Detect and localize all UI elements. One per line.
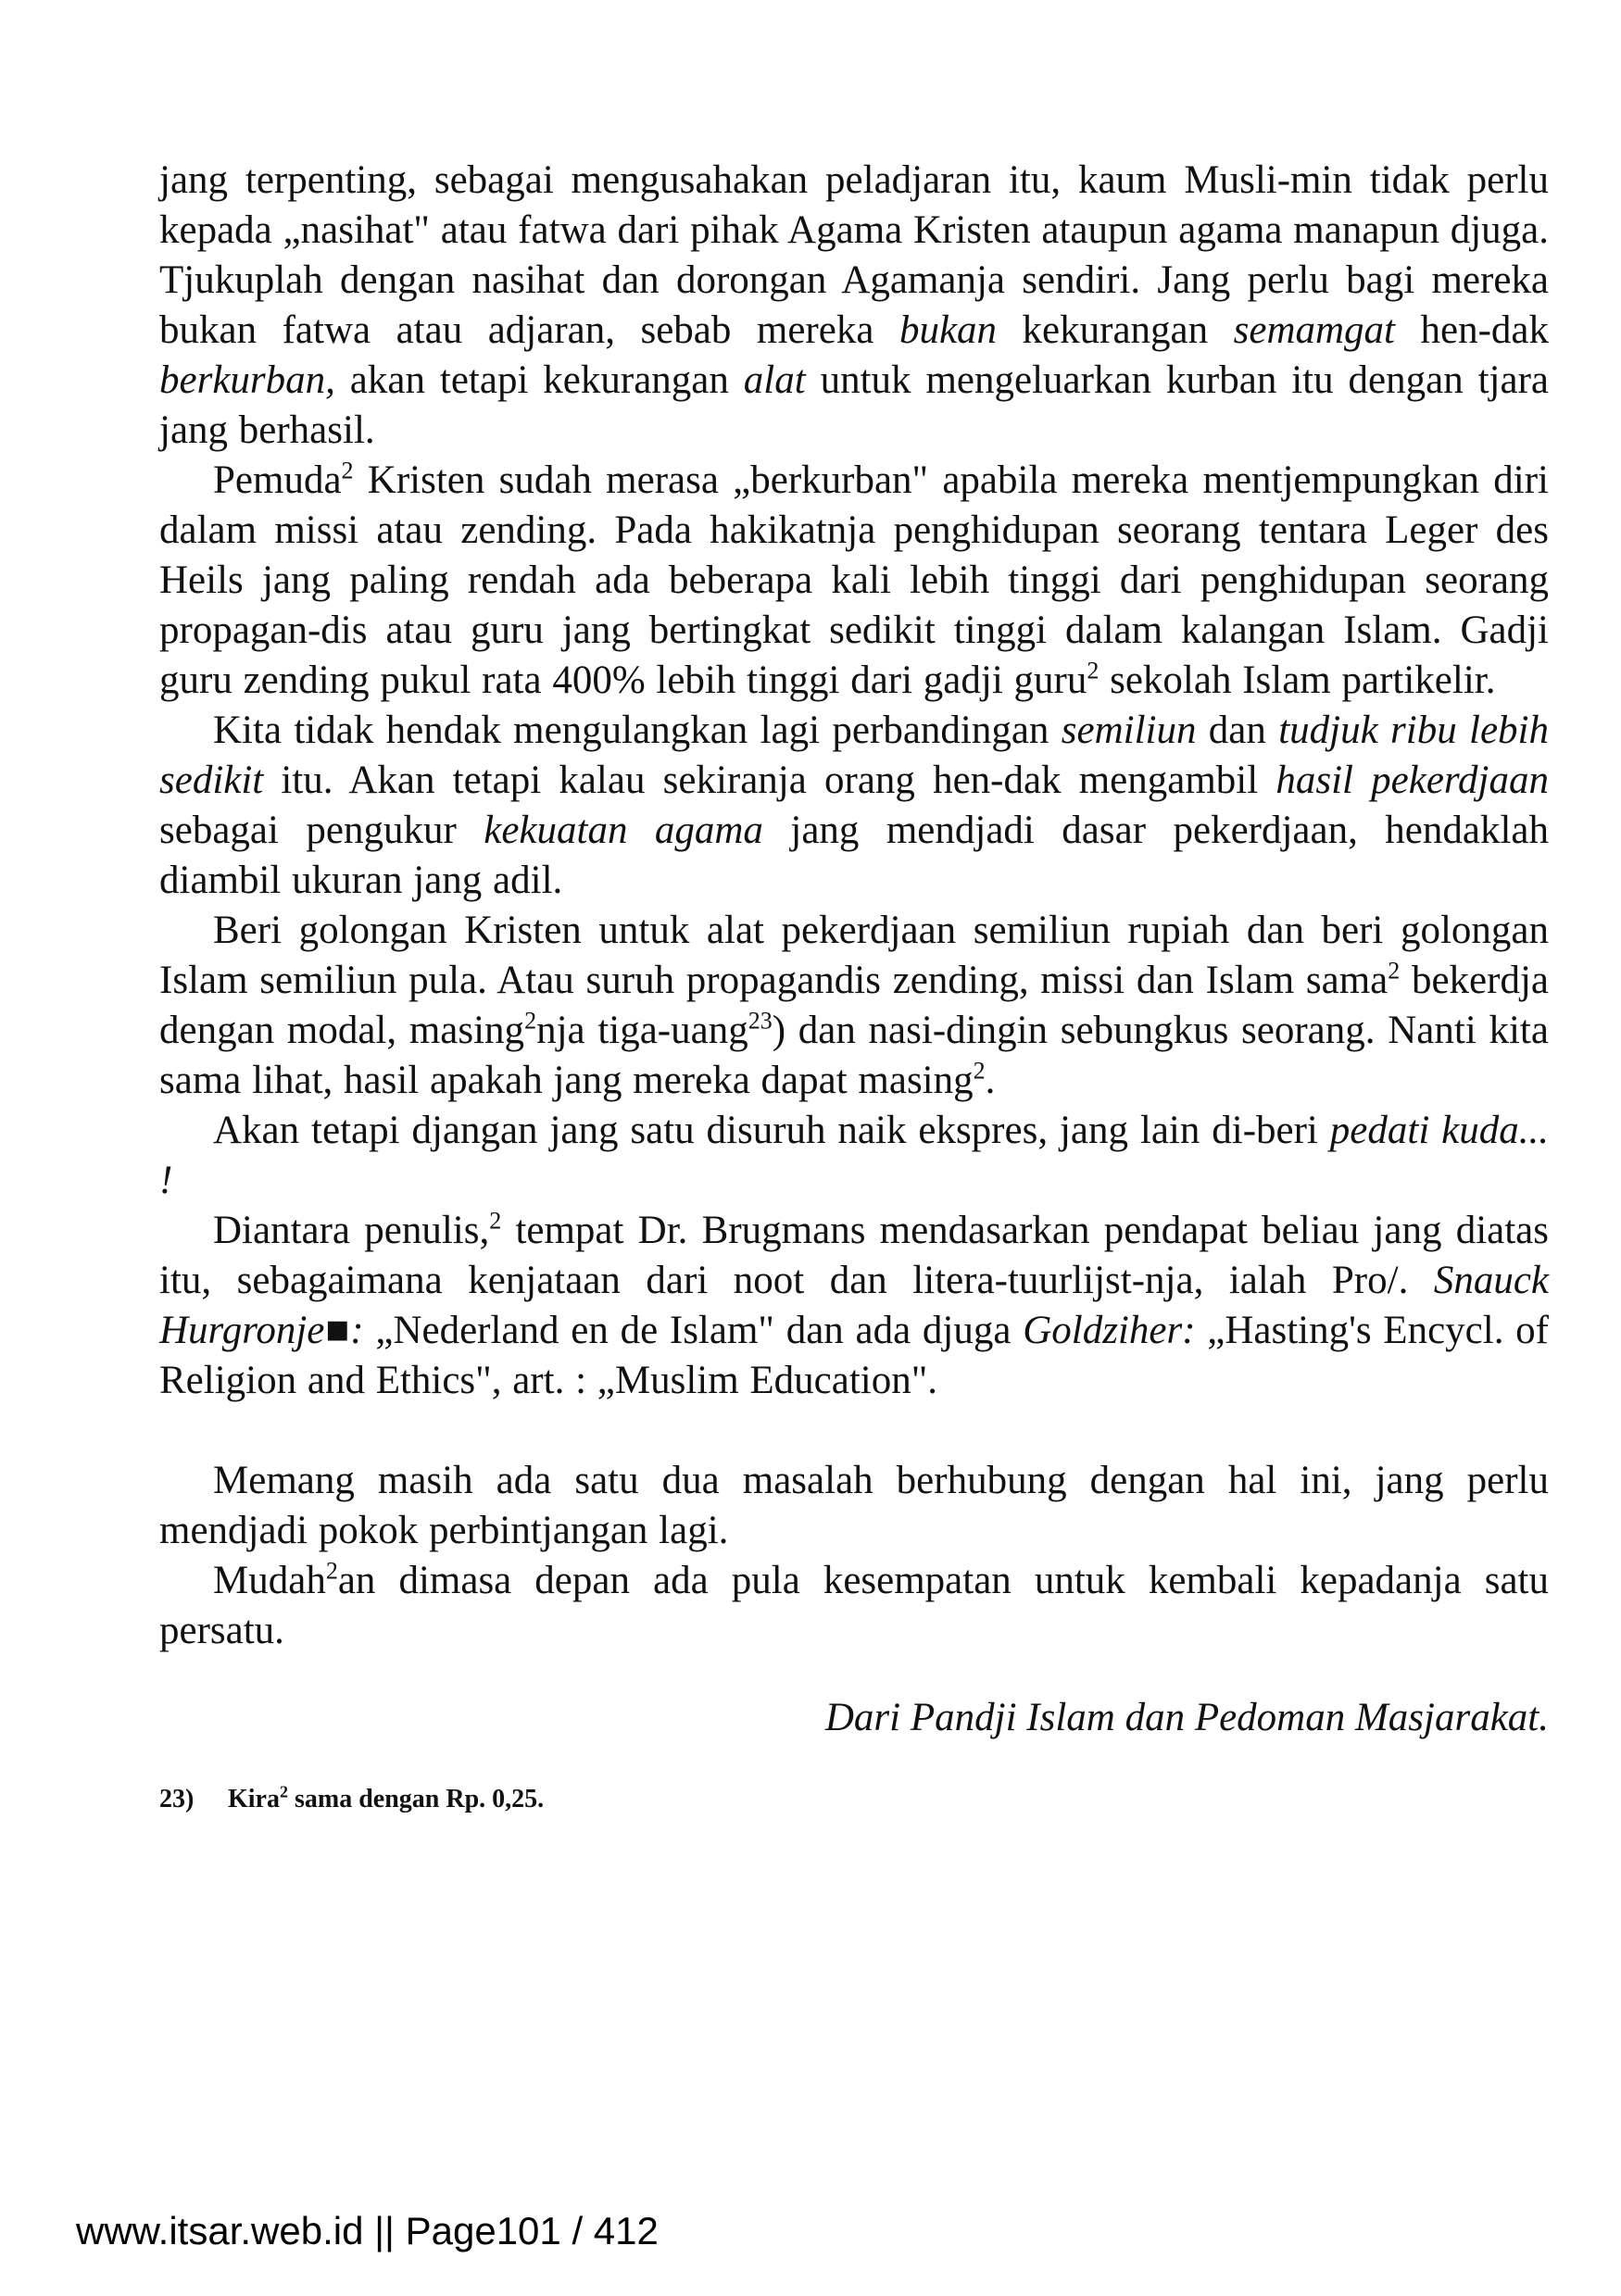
text-run: itu. Akan tetapi kalau sekiranja orang hen-dak mengambil <box>263 759 1276 802</box>
text-run: jang terpenting, sebagai mengusahakan peladjaran itu, kaum Musli-min tidak perlu kepada „nasihat" atau fatwa dari pihak Agama Kristen ataupun agama manapun djuga. Tjukuplah dengan nasihat dan dorongan Agamanja sendiri. Jang perlu bagi mereka bukan fatwa atau adjaran, sebab mereka <box>159 158 1549 352</box>
text-run: tempat Dr. Brugmans mendasarkan pendapat beliau jang diatas itu, sebagaimana kenjataan dari noot dan litera-tuurlijst-nja, ialah Pro/. <box>159 1209 1549 1302</box>
text-run: Mudah <box>213 1559 326 1602</box>
italic-phrase: berkurban, <box>159 358 335 402</box>
text-run: kekurangan <box>997 308 1234 352</box>
text-run: bekerdja dengan modal, masing <box>159 959 1549 1052</box>
italic-phrase: alat <box>743 358 806 402</box>
text-run: Beri golongan Kristen untuk alat pekerdjaan semiliun rupiah dan beri golongan Islam semiliun pula. Atau suruh propagandis zending, missi dan Islam sama <box>159 909 1549 1002</box>
superscript: 2 <box>325 1557 338 1585</box>
footnote-text-start: Kira <box>228 1785 280 1813</box>
italic-phrase: tudjuk ribu lebih sedikit <box>159 709 1549 802</box>
paragraph <box>159 1456 1549 1556</box>
text-run: nja tiga-uang <box>536 1009 748 1052</box>
italic-phrase: Goldziher: <box>1023 1309 1196 1352</box>
paragraph <box>159 1106 1549 1206</box>
superscript: 2 <box>973 1057 986 1085</box>
text-run: sekolah Islam partikelir. <box>1099 659 1496 702</box>
footnote-superscript: 2 <box>280 1782 288 1801</box>
text-run: sebagai pengukur <box>159 809 484 852</box>
footnote <box>159 1783 1549 1816</box>
superscript: 23 <box>748 1007 773 1035</box>
italic-phrase: kekuatan agama <box>484 809 763 852</box>
superscript: 2 <box>1388 957 1401 985</box>
paragraph <box>159 906 1549 1106</box>
italic-phrase: bukan <box>898 308 998 352</box>
paragraph-gap <box>159 1406 1549 1456</box>
text-run: hen-dak <box>1395 308 1549 352</box>
italic-phrase: pedati kuda... ! <box>159 1109 1549 1202</box>
text-run: untuk mengeluarkan kurban itu dengan tjara jang berhasil. <box>159 358 1549 452</box>
text-run: Akan tetapi djangan jang satu disuruh naik ekspres, jang lain di-beri <box>213 1109 1330 1152</box>
paragraph <box>159 156 1549 456</box>
paragraph <box>159 706 1549 906</box>
superscript: 2 <box>489 1207 502 1235</box>
superscript: 2 <box>524 1007 537 1035</box>
page-footer: www.itsar.web.id || Page101 / 412 <box>76 2209 659 2252</box>
text-run: Diantara penulis, <box>213 1209 490 1252</box>
text-run: Kita tidak hendak mengulangkan lagi perbandingan <box>213 709 1062 752</box>
article-text <box>159 156 1549 1656</box>
paragraph <box>159 456 1549 706</box>
text-run: Memang masih ada satu dua masalah berhubung dengan hal ini, jang perlu mendjadi pokok perbintjangan lagi. <box>159 1459 1549 1552</box>
text-run: ) dan nasi-dingin sebungkus seorang. Nanti kita sama lihat, hasil apakah jang mereka dapat masing <box>159 1009 1549 1102</box>
italic-phrase: hasil pekerdjaan <box>1275 759 1549 802</box>
paragraph <box>159 1206 1549 1406</box>
text-run: an dimasa depan ada pula kesempatan untuk kembali kepadanja satu persatu. <box>159 1559 1549 1652</box>
text-run: jang mendjadi dasar pekerdjaan, hendaklah diambil ukuran jang adil. <box>159 809 1549 902</box>
text-run: „Hasting's Encycl. of Religion and Ethics", art. : „Muslim Education". <box>159 1309 1549 1402</box>
superscript: 2 <box>1087 657 1100 684</box>
source-credit: Dari Pandji Islam dan Pedoman Masjarakat. <box>824 1696 1549 1739</box>
superscript: 2 <box>341 457 354 484</box>
text-run: akan tetapi kekurangan <box>334 358 744 402</box>
page-body <box>159 156 1549 1816</box>
italic-phrase: semiliun <box>1061 709 1197 752</box>
text-run: „Nederland en de Islam" dan ada djuga <box>363 1309 1024 1352</box>
text-run: Pemuda <box>213 458 342 502</box>
italic-phrase: Snauck Hurgronje■: <box>159 1259 1549 1352</box>
footnote-number: 23) <box>159 1785 195 1813</box>
text-run: . <box>985 1059 996 1102</box>
paragraph <box>159 1556 1549 1656</box>
text-run: dan <box>1196 709 1279 752</box>
text-run: Kristen sudah merasa „berkurban" apabila mereka mentjempungkan diri dalam missi atau zending. Pada hakikatnja penghidupan seorang tentara Leger des Heils jang paling rendah ada beberapa kali lebih tinggi dari penghidupan seorang propagan-dis atau guru jang bertingkat sedikit tinggi dalam kalangan Islam. Gadji guru zending pukul rata 400% lebih tinggi dari gadji guru <box>159 458 1549 702</box>
italic-phrase: semamgat <box>1233 308 1395 352</box>
footnote-text-end: sama dengan Rp. 0,25. <box>288 1785 545 1813</box>
